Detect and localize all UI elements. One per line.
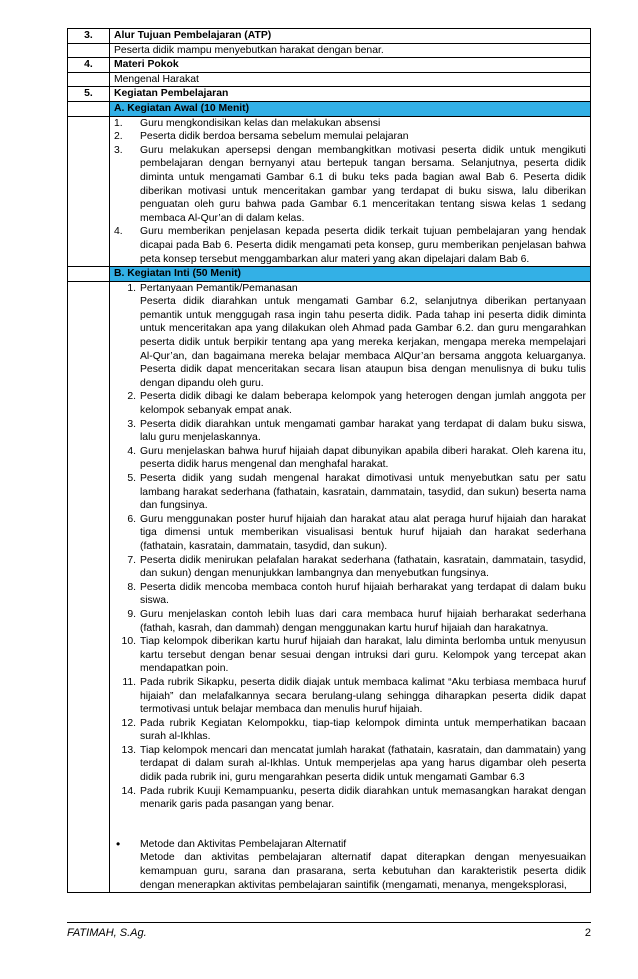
row-awal-content: [68, 116, 591, 267]
section-title: Kegiatan Pembelajaran: [110, 87, 591, 102]
list-item: [114, 390, 586, 417]
row-number-empty: [68, 281, 110, 893]
row-number-empty: [68, 72, 110, 87]
kegiatan-inti-body: [110, 281, 591, 893]
row-number-empty: [68, 267, 110, 282]
row-inti-header: [68, 267, 591, 282]
list-number: 5.: [127, 473, 136, 484]
metode-alternatif-text: Metode dan aktivitas pembelajaran alternatif dapat diterapkan dengan menyesuaikan kemampuan guru, sarana dan prasarana, serta kebutuhan dan karakteristik peserta didik dengan menerapkan aktivitas pembelajaran saintifik (mengamati, menanya, mengeksplorasi,: [140, 852, 586, 891]
list-item: [114, 445, 586, 472]
list-item: [114, 635, 586, 676]
list-text: Guru menggunakan poster huruf hijaiah dan harakat atau alat peraga huruf hijaiah dan harakat tiga dimensi untuk memberikan visualisasi bentuk huruf hijaiah dan harakat sederhana (fathatain, kasratain, dammatain, tasydid, dan sukun).: [140, 513, 586, 552]
list-text: Tiap kelompok diberikan kartu huruf hijaiah dan harakat, lalu diminta berlomba untuk menyusun kartu tersebut dengan benar sesuai dengan intruksi dari guru. Kelompok yang tercepat akan mendapatkan poin.: [140, 636, 586, 675]
row-awal-header: [68, 101, 591, 116]
list-item: [114, 418, 586, 445]
footer-divider: [67, 922, 591, 923]
list-number: 9.: [127, 608, 136, 620]
list-item: [114, 676, 586, 717]
list-number: 2.: [127, 391, 136, 403]
row-kegiatan-header: [68, 87, 591, 102]
list-text: Peserta didik berdoa bersama sebelum memulai pelajaran: [140, 131, 409, 143]
list-text: Peserta didik menirukan pelafalan harakat sederhana (fathatain, kasratain, dammatain, tasydid, dan sukun) dengan menunjukkan lambangnya dan menyebutkan fungsinya.: [140, 554, 586, 580]
list-number: 3.: [114, 144, 123, 156]
metode-alternatif-title: Metode dan Aktivitas Pembelajaran Alternatif: [140, 838, 347, 850]
row-number: 4.: [68, 58, 110, 73]
kegiatan-awal-header: A. Kegiatan Awal (10 Menit): [110, 101, 591, 116]
list-number: 1.: [114, 117, 123, 129]
list-number: 13.: [121, 744, 136, 756]
list-number: 8.: [127, 581, 136, 593]
section-text: Mengenal Harakat: [110, 72, 591, 87]
list-text: Guru menjelaskan contoh lebih luas dari cara membaca huruf hijaiah berharakat sederhana (fathah, kasrah, dan dammah) dengan menggunakan kartu huruf hijaiah dan harakatnya.: [140, 608, 586, 634]
list-text: Pada rubrik Kegiatan Kelompokku, tiap-tiap kelompok diminta untuk memperhatikan bacaan surah al-Ikhlas.: [140, 717, 586, 743]
list-item: [114, 472, 586, 513]
row-atp-header: [68, 29, 591, 44]
list-number: 6.: [127, 513, 136, 525]
list-number: 12.: [121, 717, 136, 729]
kegiatan-inti-header: B. Kegiatan Inti (50 Menit): [110, 267, 591, 282]
row-materi-header: [68, 58, 591, 73]
list-item: [114, 744, 586, 785]
list-item-title: Pertanyaan Pemantik/Pemanasan: [140, 282, 298, 294]
row-number: 5.: [68, 87, 110, 102]
list-text: Guru menjelaskan bahwa huruf hijaiah dapat dibunyikan apabila diberi harakat. Oleh karena itu, peserta didik harus mengenal dan menghafal harakat.: [140, 445, 586, 471]
list-number: 4.: [114, 226, 123, 238]
list-item: [114, 282, 586, 391]
section-text: Peserta didik mampu menyebutkan harakat dengan benar.: [110, 43, 591, 58]
row-atp-content: [68, 43, 591, 58]
list-text: Peserta didik mencoba membaca contoh huruf hijaiah berharakat yang terdapat di dalam buku siswa.: [140, 581, 586, 607]
list-number: 3.: [127, 418, 136, 430]
list-item: [114, 513, 586, 554]
row-number-empty: [68, 116, 110, 267]
list-number: 1.: [127, 282, 136, 294]
kegiatan-awal-list: [114, 117, 586, 267]
list-text: Guru mengkondisikan kelas dan melakukan absensi: [140, 117, 381, 129]
list-text: Guru memberikan penjelasan kepada peserta didik terkait tujuan pembelajaran yang hendak dicapai pada Bab 6. Peserta didik mengamati peta konsep, guru memberikan penjelasan bahwa peta konsep tersebut menggambarkan alur materi yang akan dipelajari dalam Bab 6.: [140, 226, 586, 265]
row-materi-content: [68, 72, 591, 87]
list-text: Peserta didik diarahkan untuk mengamati Gambar 6.2, selanjutnya diberikan pertanyaan pemantik untuk menggugah rasa ingin tahu peserta didik. Pada tahap ini peserta didik diminta untuk menceritakan apa yang dilakukan oleh Ahmad pada Gambar 6.2. dan guru mengarahkan peserta didik untuk berpikir tentang apa yang mereka kerjakan, mengapa mereka mempelajari Al-Qur’an, dan bagaimana mereka belajar membaca AlQur’an bersama anggota keluarganya. Peserta didik dapat menceritakan secara lisan ataupun bisa dengan menulisnya di buku tulis dengan dipandu oleh guru.: [140, 296, 586, 389]
list-number: 10.: [121, 636, 136, 648]
list-number: 7.: [127, 554, 136, 566]
list-item: [114, 554, 586, 581]
row-number-empty: [68, 101, 110, 116]
row-number: 3.: [68, 29, 110, 44]
kegiatan-inti-list: [114, 282, 586, 812]
list-item: [114, 130, 586, 144]
metode-alternatif-block: [114, 838, 586, 892]
document-page: [67, 28, 591, 893]
list-item: [114, 608, 586, 635]
list-item: [114, 117, 586, 131]
list-item: [114, 225, 586, 266]
bullet-icon: •: [116, 836, 121, 851]
list-number: 11.: [122, 676, 136, 688]
list-text: Peserta didik diarahkan untuk mengamati gambar harakat yang terdapat di dalam buku siswa, lalu guru menjelaskannya.: [140, 418, 586, 444]
lesson-plan-table: [67, 28, 591, 893]
list-item: [114, 144, 586, 226]
list-text: Pada rubrik Kuuji Kemampuanku, peserta didik diarahkan untuk memasangkan harakat dengan menarik garis pada pasangan yang benar.: [140, 785, 586, 811]
list-text: Tiap kelompok mencari dan mencatat jumlah harakat (fathatain, kasratain, dan dammatain) yang terdapat di dalam surah al-Ikhlas. Untuk memperjelas apa yang harus digambar oleh peserta didik pada rubrik ini, guru mengarahkan peserta didik untuk mengamati Gambar 6.3: [140, 744, 586, 784]
list-number: 14.: [121, 785, 136, 797]
list-number: 2.: [114, 131, 123, 143]
list-text: Pada rubrik Sikapku, peserta didik diajak untuk membaca kalimat “Aku terbiasa membaca huruf hijaiah” dan melafalkannya secara berulang-ulang sehingga diharapkan peserta didik dapat termotivasi untuk belajar membaca dan menulis huruf hijaiah.: [140, 676, 586, 716]
footer-author: FATIMAH, S.Ag.: [67, 927, 147, 939]
section-title: Materi Pokok: [110, 58, 591, 73]
row-number-empty: [68, 43, 110, 58]
list-item: [114, 717, 586, 744]
list-text: Guru melakukan apersepsi dengan membangkitkan motivasi peserta didik untuk mengikuti pembelajaran dengan bernyanyi atau bertepuk tangan bersama. Selanjutnya, peserta didik diminta untuk mengamati Gambar 6.1 di buku teks pada bagian awal Bab 6. Peserta didik diberikan motivasi untuk menceritakan gambar yang terdapat di buku siswa, lalu diberikan penguatan oleh guru bahwa pada Gambar 6.1 menceritakan tentang siswa kelas 1 sedang membaca Al-Qur’an di dalam kelas.: [140, 144, 586, 224]
list-text: Peserta didik dibagi ke dalam beberapa kelompok yang heterogen dengan jumlah anggota per kelompok sebanyak empat anak.: [140, 391, 586, 417]
list-text: Peserta didik yang sudah mengenal harakat dimotivasi untuk menyebutkan satu per satu lambang harakat sederhana (fathatain, kasratain, dammatain, tasydid, dan sukun) beserta nama dan fungsinya.: [140, 473, 586, 512]
list-number: 4.: [127, 445, 136, 457]
list-item: [114, 785, 586, 812]
page-number: 2: [584, 927, 591, 939]
list-item: [114, 581, 586, 608]
row-inti-content: [68, 281, 591, 893]
section-title: Alur Tujuan Pembelajaran (ATP): [110, 29, 591, 44]
kegiatan-awal-body: [110, 116, 591, 267]
